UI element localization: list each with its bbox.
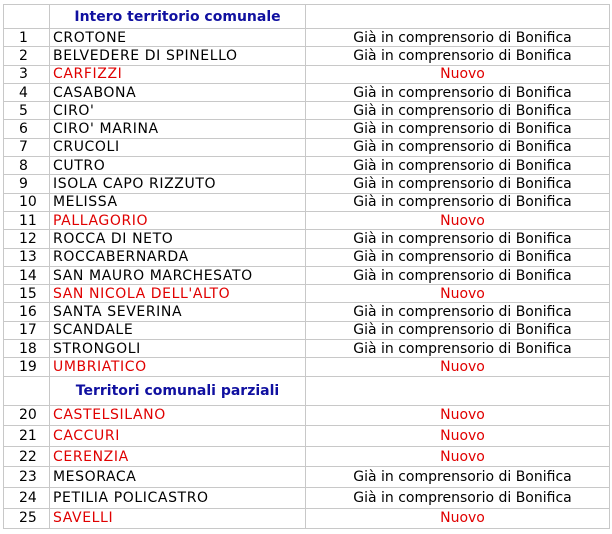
- status-cell: Già in comprensorio di Bonifica: [306, 230, 610, 248]
- row-number: 4: [4, 83, 50, 101]
- comune-name: SAVELLI: [50, 508, 306, 529]
- row-number: 2: [4, 47, 50, 65]
- row-number: 6: [4, 120, 50, 138]
- table-row: [4, 120, 610, 138]
- table-row: [4, 211, 610, 229]
- comune-name: SANTA SEVERINA: [50, 303, 306, 321]
- status-cell: Già in comprensorio di Bonifica: [306, 29, 610, 47]
- comune-name: BELVEDERE DI SPINELLO: [50, 47, 306, 65]
- row-number: 16: [4, 303, 50, 321]
- comune-name: CASTELSILANO: [50, 405, 306, 426]
- row-number: 3: [4, 65, 50, 83]
- table-row: [4, 83, 610, 101]
- table-row: [4, 321, 610, 339]
- status-cell: Già in comprensorio di Bonifica: [306, 303, 610, 321]
- table-row: [4, 175, 610, 193]
- header-empty-cell: [4, 376, 50, 405]
- row-number: 21: [4, 426, 50, 447]
- comune-name: STRONGOLI: [50, 340, 306, 358]
- table-row: [4, 102, 610, 120]
- row-number: 13: [4, 248, 50, 266]
- table-row: [4, 29, 610, 47]
- row-number: 12: [4, 230, 50, 248]
- header-empty-cell: [306, 376, 610, 405]
- table-row: [4, 248, 610, 266]
- status-cell: Già in comprensorio di Bonifica: [306, 102, 610, 120]
- status-cell: Già in comprensorio di Bonifica: [306, 83, 610, 101]
- table-row: [4, 266, 610, 284]
- status-cell: Nuovo: [306, 285, 610, 303]
- comune-name: CIRO': [50, 102, 306, 120]
- table-row: [4, 508, 610, 529]
- status-cell: Nuovo: [306, 358, 610, 376]
- comune-name: CIRO' MARINA: [50, 120, 306, 138]
- comune-name: PALLAGORIO: [50, 211, 306, 229]
- comune-name: CACCURI: [50, 426, 306, 447]
- table-row: [4, 138, 610, 156]
- comune-name: CASABONA: [50, 83, 306, 101]
- status-cell: Già in comprensorio di Bonifica: [306, 488, 610, 509]
- comuni-table: [3, 4, 610, 529]
- table-row: [4, 340, 610, 358]
- row-number: 1: [4, 29, 50, 47]
- comune-name: SAN NICOLA DELL'ALTO: [50, 285, 306, 303]
- table-row: [4, 426, 610, 447]
- row-number: 24: [4, 488, 50, 509]
- comune-name: PETILIA POLICASTRO: [50, 488, 306, 509]
- row-number: 18: [4, 340, 50, 358]
- table-row: [4, 405, 610, 426]
- status-cell: Già in comprensorio di Bonifica: [306, 467, 610, 488]
- status-cell: Nuovo: [306, 211, 610, 229]
- status-cell: Nuovo: [306, 426, 610, 447]
- comune-name: UMBRIATICO: [50, 358, 306, 376]
- status-cell: Già in comprensorio di Bonifica: [306, 157, 610, 175]
- table-row: [4, 193, 610, 211]
- table-row: [4, 65, 610, 83]
- row-number: 15: [4, 285, 50, 303]
- comune-name: MELISSA: [50, 193, 306, 211]
- status-cell: Già in comprensorio di Bonifica: [306, 248, 610, 266]
- status-cell: Nuovo: [306, 405, 610, 426]
- section-title-intero: Intero territorio comunale: [50, 5, 306, 29]
- comune-name: CUTRO: [50, 157, 306, 175]
- status-cell: Già in comprensorio di Bonifica: [306, 193, 610, 211]
- status-cell: Già in comprensorio di Bonifica: [306, 321, 610, 339]
- header-empty-cell: [4, 5, 50, 29]
- row-number: 19: [4, 358, 50, 376]
- table-row: [4, 467, 610, 488]
- comune-name: CERENZIA: [50, 446, 306, 467]
- status-cell: Già in comprensorio di Bonifica: [306, 266, 610, 284]
- comune-name: SCANDALE: [50, 321, 306, 339]
- status-cell: Già in comprensorio di Bonifica: [306, 138, 610, 156]
- row-number: 7: [4, 138, 50, 156]
- comune-name: ROCCA DI NETO: [50, 230, 306, 248]
- section-header-row: [4, 5, 610, 29]
- row-number: 14: [4, 266, 50, 284]
- status-cell: Già in comprensorio di Bonifica: [306, 120, 610, 138]
- status-cell: Nuovo: [306, 65, 610, 83]
- status-cell: Già in comprensorio di Bonifica: [306, 340, 610, 358]
- row-number: 9: [4, 175, 50, 193]
- header-empty-cell: [306, 5, 610, 29]
- row-number: 17: [4, 321, 50, 339]
- table-row: [4, 358, 610, 376]
- comune-name: CRUCOLI: [50, 138, 306, 156]
- row-number: 5: [4, 102, 50, 120]
- row-number: 20: [4, 405, 50, 426]
- row-number: 10: [4, 193, 50, 211]
- status-cell: Già in comprensorio di Bonifica: [306, 47, 610, 65]
- section-title-parziali: Territori comunali parziali: [50, 376, 306, 405]
- row-number: 22: [4, 446, 50, 467]
- comune-name: SAN MAURO MARCHESATO: [50, 266, 306, 284]
- status-cell: Nuovo: [306, 508, 610, 529]
- row-number: 25: [4, 508, 50, 529]
- table-row: [4, 47, 610, 65]
- section-header-row: [4, 376, 610, 405]
- table-row: [4, 446, 610, 467]
- comune-name: ISOLA CAPO RIZZUTO: [50, 175, 306, 193]
- row-number: 23: [4, 467, 50, 488]
- comune-name: ROCCABERNARDA: [50, 248, 306, 266]
- comune-name: CARFIZZI: [50, 65, 306, 83]
- table-row: [4, 303, 610, 321]
- table-row: [4, 488, 610, 509]
- table-row: [4, 285, 610, 303]
- status-cell: Già in comprensorio di Bonifica: [306, 175, 610, 193]
- comune-name: CROTONE: [50, 29, 306, 47]
- comune-name: MESORACA: [50, 467, 306, 488]
- table-row: [4, 230, 610, 248]
- row-number: 11: [4, 211, 50, 229]
- status-cell: Nuovo: [306, 446, 610, 467]
- table-row: [4, 157, 610, 175]
- table-body: [4, 5, 610, 529]
- row-number: 8: [4, 157, 50, 175]
